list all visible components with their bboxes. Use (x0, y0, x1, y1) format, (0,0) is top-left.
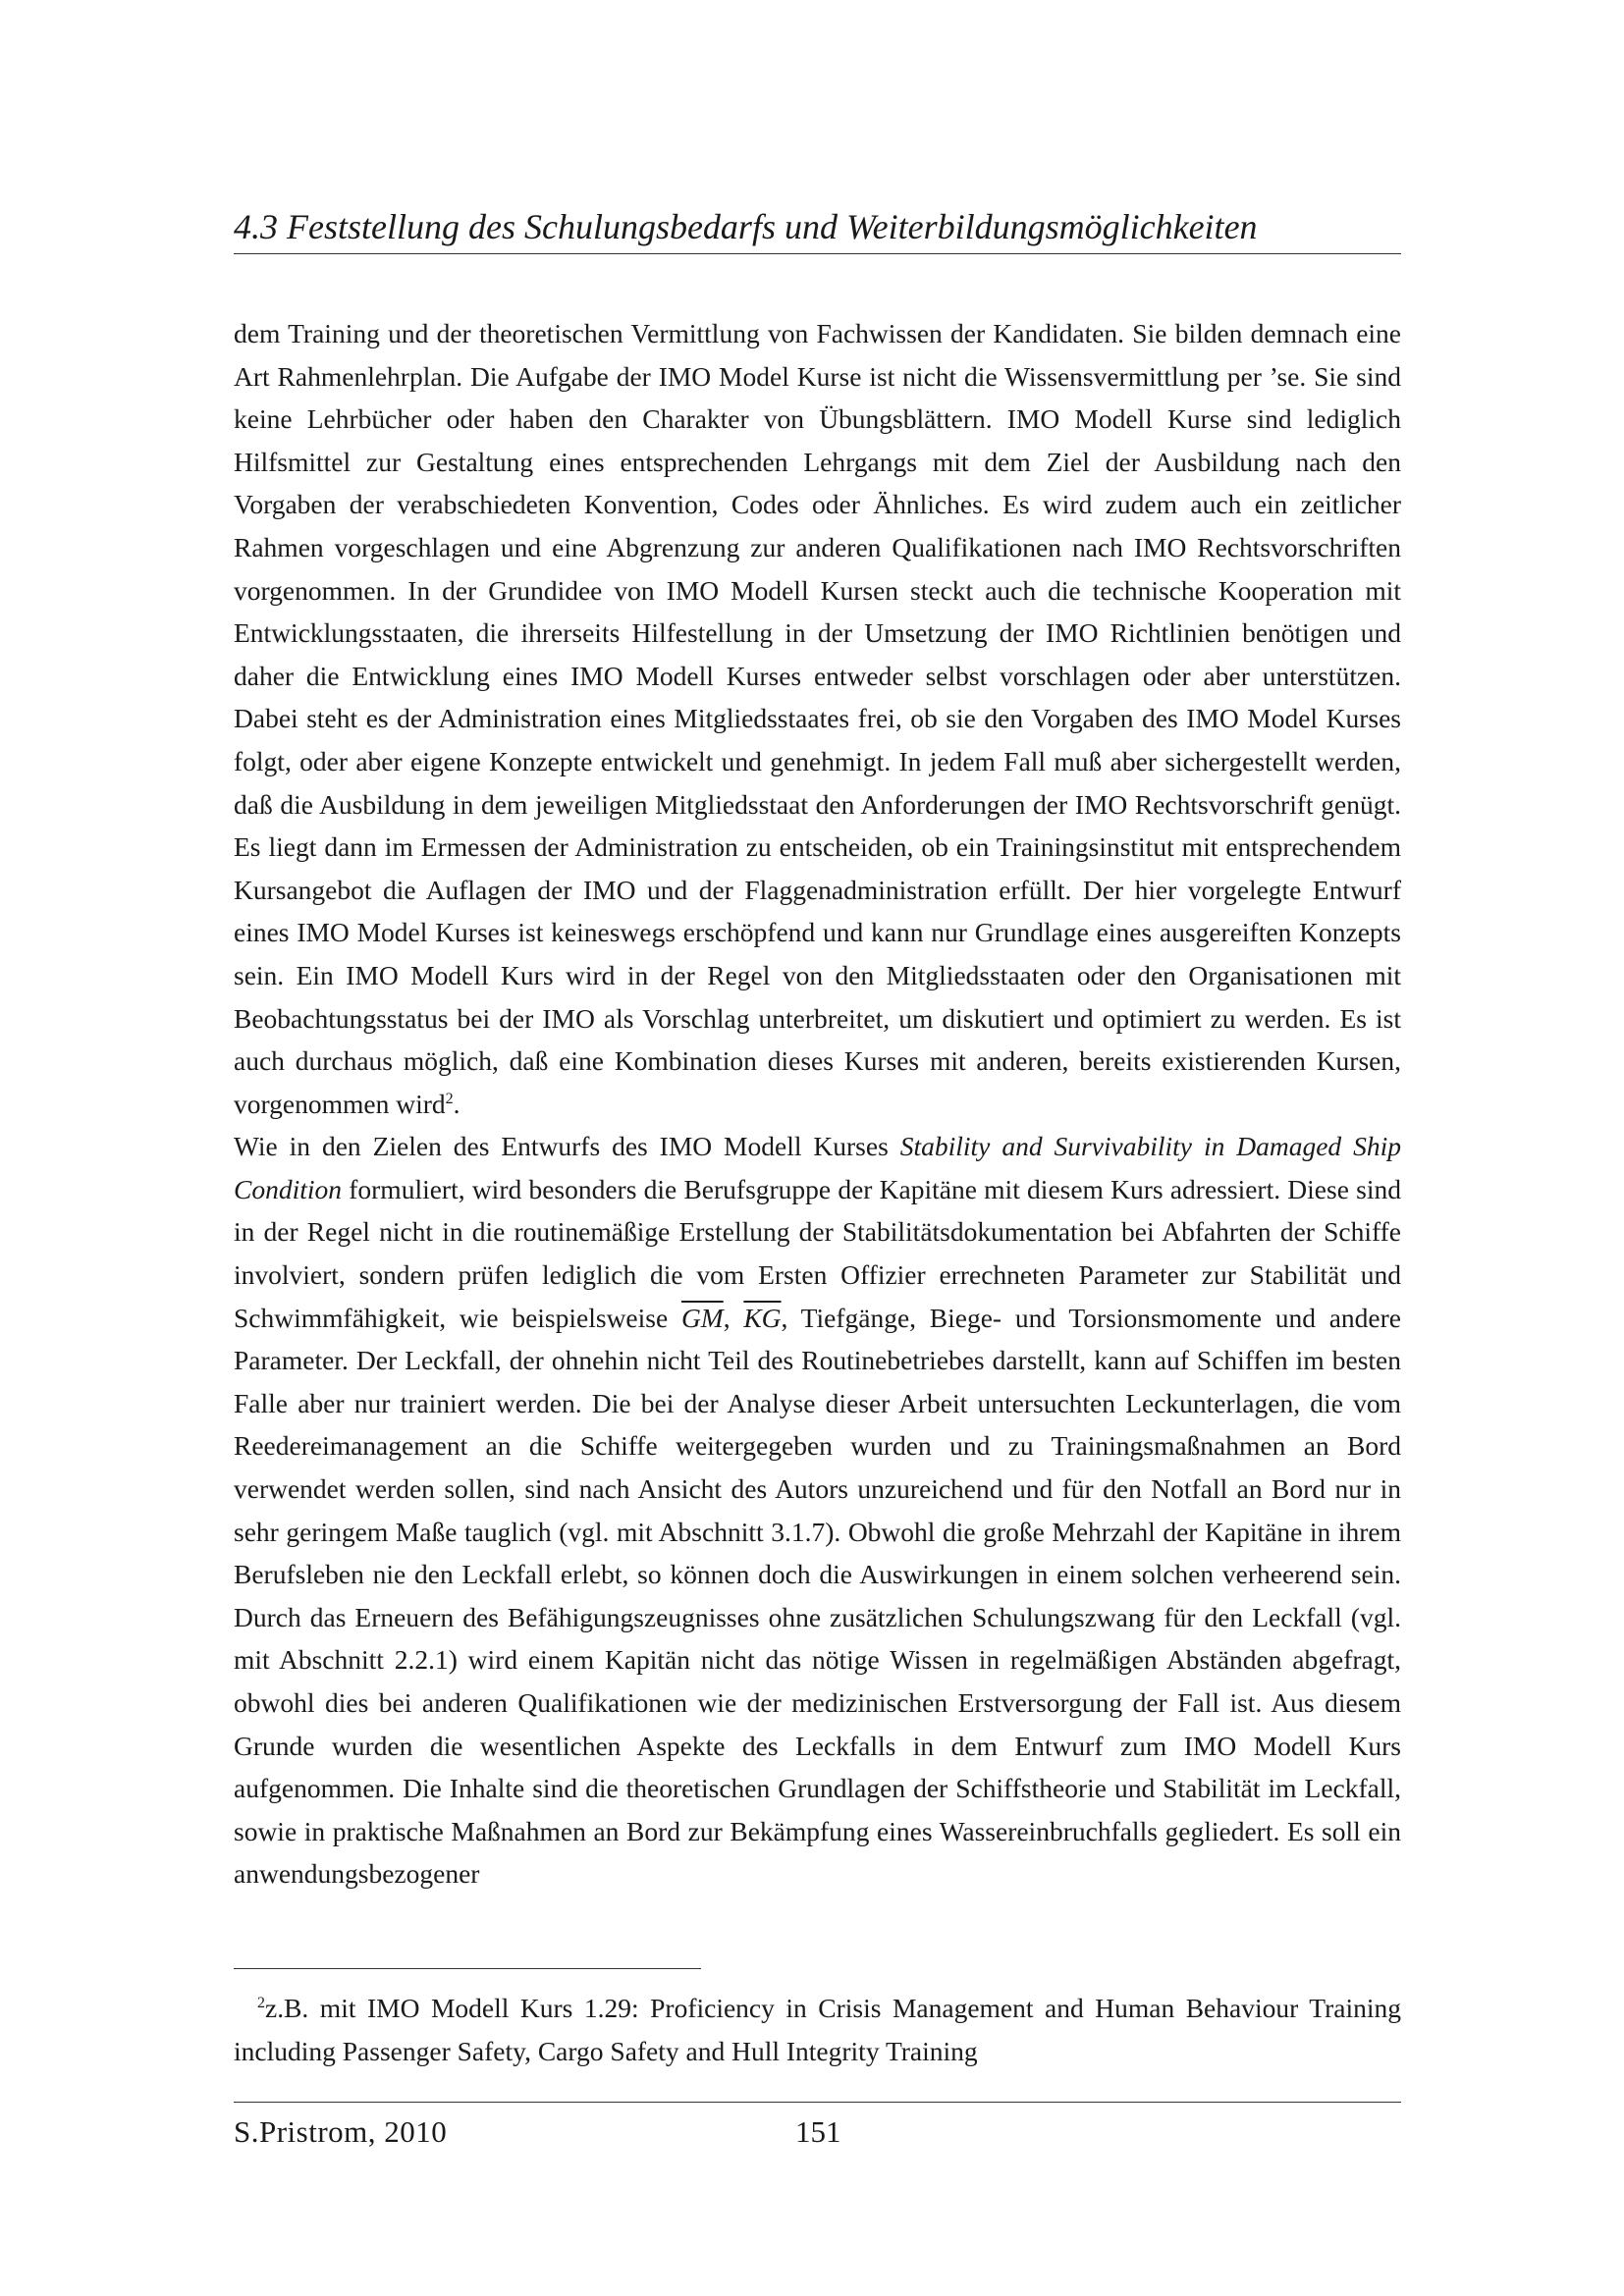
footnote-mark: 2 (257, 1994, 265, 2011)
course-title: Stability and Survivability in Damaged Ship Condition (234, 1131, 1402, 1204)
footnote (234, 1987, 1401, 2073)
page-number: 151 (795, 2114, 841, 2149)
paragraph-2-end: , Tiefgänge, Biege- und Torsionsmomente und andere Parameter. Der Leckfall, der ohnehin nicht Teil des Routinebetriebes darstellt, kann auf Schiffen im besten Falle aber nur trainiert werden. Die bei der Analyse dieser Arbeit untersuchten Leckunterlagen, die vom Reedereimanagement an die Schiffe weitergegeben wurden und zu Trainingsmaßnahmen an Bord verwendet werden sollen, sind nach Ansicht des Autors unzureichend und für den Notfall an Bord nur in sehr geringem Maße tauglich (vgl. mit Abschnitt 3.1.7). Obwohl die große Mehrzahl der Kapitäne in ihrem Berufsleben nie den Leckfall erlebt, so können doch die Auswirkungen in einem solchen verheerend sein. Durch das Erneuern des Befähigungszeugnisses ohne zusätzlichen Schulungszwang für den Leckfall (vgl. mit Abschnitt 2.2.1) wird einem Kapitän nicht das nötige Wissen in regelmäßigen Abständen abgefragt, obwohl dies bei anderen Qualifikationen wie der medizinischen Erstversorgung der Fall ist. Aus diesem Grunde wurden die wesentlichen Aspekte des Leckfalls in dem Entwurf zum IMO Modell Kurs aufgenommen. Die Inhalte sind die theoretischen Grundlagen der Schiffstheorie und Stabilität im Leckfall, sowie in praktische Maßnahmen an Bord zur Bekämpfung eines Wassereinbruchfalls gegliedert. Es soll ein anwendungsbezogener (234, 1302, 1402, 1890)
symbol-kg: $\overline{KG}$ (743, 1302, 782, 1333)
footnote-rule (234, 1968, 701, 1969)
paragraph-2-mid: formuliert, wird besonders die Berufsgruppe der Kapitäne mit diesem Kurs adressiert. Diese sind in der Regel nicht in die routinemäßige Erstellung der Stabilitätsdokumentation bei Abfahrten der Schiffe involviert, sondern prüfen lediglich die vom Ersten Offizier errechneten Parameter zur Stabilität und Schwimmfähigkeit, wie beispielsweise (234, 1173, 1401, 1333)
footer-author: S.Pristrom, 2010 (234, 2114, 448, 2149)
paragraph-1 (234, 312, 1401, 1125)
footer-rule (234, 2102, 1401, 2103)
paragraph-2 (234, 1125, 1401, 1896)
footnote-paragraph (234, 1987, 1401, 2073)
paragraph-1-end: . (453, 1088, 460, 1119)
paragraph-1-text: dem Training und der theoretischen Vermittlung von Fachwissen der Kandidaten. Sie bilden demnach eine Art Rahmenlehrplan. Die Aufgabe der IMO Model Kurse ist nicht die Wissensvermittlung per ’se. Sie sind keine Lehrbücher oder haben den Charakter von Übungsblättern. IMO Modell Kurse sind lediglich Hilfsmittel zur Gestaltung eines entsprechenden Lehrgangs mit dem Ziel der Ausbildung nach den Vorgaben der verabschiedeten Konvention, Codes oder Ähnliches. Es wird zudem auch ein zeitlicher Rahmen vorgeschlagen und eine Abgrenzung zur anderen Qualifikationen nach IMO Rechtsvorschriften vorgenommen. In der Grundidee von IMO Modell Kursen steckt auch die technische Kooperation mit Entwicklungsstaaten, die ihrerseits Hilfestellung in der Umsetzung der IMO Richtlinien benötigen und daher die Entwicklung eines IMO Modell Kurses entweder selbst vorschlagen oder aber unterstützen. Dabei steht es der Administration eines Mitgliedsstaates frei, ob sie den Vorgaben des IMO Model Kurses folgt, oder aber eigene Konzepte entwickelt und genehmigt. In jedem Fall muß aber sichergestellt werden, daß die Ausbildung in dem jeweiligen Mitgliedsstaat den Anforderungen der IMO Rechtsvorschrift genügt. Es liegt dann im Ermessen der Administration zu entscheiden, ob ein Trainingsinstitut mit entsprechendem Kursangebot die Auflagen der IMO und der Flaggenadministration erfüllt. Der hier vorgelegte Entwurf eines IMO Model Kurses ist keineswegs erschöpfend und kann nur Grundlage eines ausgereiften Konzepts sein. Ein IMO Modell Kurs wird in der Regel von den Mitgliedsstaaten oder den Organisationen mit Beobachtungsstatus bei der IMO als Vorschlag unterbreitet, um diskutiert und optimiert zu werden. Es ist auch durchaus möglich, daß eine Kombination dieses Kurses mit anderen, bereits existierenden Kursen, vorgenommen wird (234, 318, 1401, 1119)
paragraph-2-start: Wie in den Zielen des Entwurfs des IMO Modell Kurses (234, 1131, 900, 1162)
footnote-text: z.B. mit IMO Modell Kurs 1.29: Proficiency in Crisis Management and Human Behaviour Training including Passenger Safety, Cargo Safety and Hull Integrity Training (234, 1993, 1401, 2066)
footnote-reference[interactable]: 2 (445, 1090, 454, 1107)
running-header (234, 202, 1401, 254)
running-header-title: 4.3 Feststellung des Schulungsbedarfs und Weiterbildungsmöglichkeiten (234, 207, 1258, 246)
symbol-separator: , (723, 1302, 744, 1333)
symbol-gm: $\overline{GM}$ (680, 1302, 724, 1333)
body-text (234, 312, 1401, 1896)
